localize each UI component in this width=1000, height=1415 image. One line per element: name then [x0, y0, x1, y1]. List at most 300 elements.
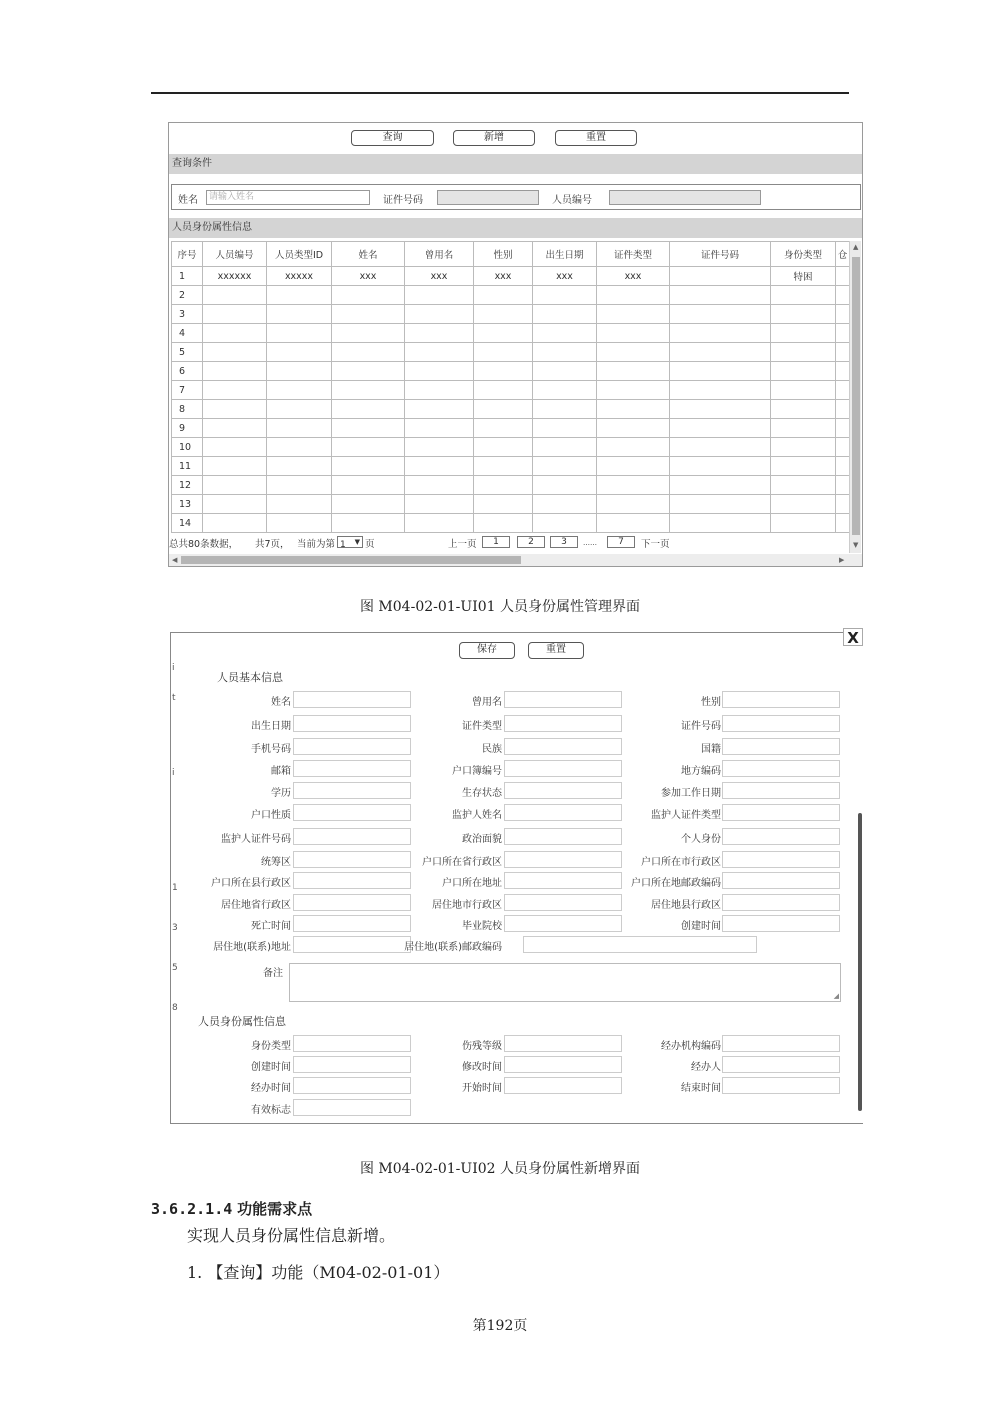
- table-cell: [836, 400, 850, 419]
- table-cell: [771, 457, 836, 476]
- table-cell: xxx: [597, 267, 670, 286]
- field-input[interactable]: [722, 915, 840, 932]
- table-cell: [597, 324, 670, 343]
- table-cell: [533, 400, 597, 419]
- table-cell: [267, 514, 332, 533]
- table-cell: [405, 514, 474, 533]
- table-cell: [203, 286, 267, 305]
- table-cell: [670, 324, 771, 343]
- field-label: 邮箱: [271, 766, 291, 777]
- table-cell: [474, 495, 533, 514]
- column-header[interactable]: 曾用名: [405, 242, 474, 267]
- table-cell: [332, 286, 405, 305]
- row-number: 12: [172, 476, 203, 495]
- table-row[interactable]: [172, 495, 850, 514]
- table-cell: [405, 381, 474, 400]
- row-number: 5: [172, 343, 203, 362]
- scroll-left-icon[interactable]: ◀: [172, 556, 178, 564]
- table-cell: [670, 381, 771, 400]
- table-horizontal-scrollbar[interactable]: [169, 554, 862, 566]
- table-cell: [597, 514, 670, 533]
- table-cell: [771, 495, 836, 514]
- table-cell: [332, 419, 405, 438]
- table-cell: [267, 438, 332, 457]
- field-input[interactable]: [504, 872, 622, 889]
- table-cell: [203, 457, 267, 476]
- field-label: 居住地(联系)邮政编码: [404, 942, 502, 953]
- edge-fragment: i: [172, 768, 175, 778]
- field-input[interactable]: [504, 894, 622, 911]
- table-cell: [836, 343, 850, 362]
- field-label: 毕业院校: [462, 921, 502, 932]
- table-cell: [474, 476, 533, 495]
- row-number: 14: [172, 514, 203, 533]
- table-cell: [203, 476, 267, 495]
- table-cell: [267, 362, 332, 381]
- table-cell: [533, 343, 597, 362]
- table-row[interactable]: [172, 286, 850, 305]
- table-cell: [836, 476, 850, 495]
- page-select[interactable]: [337, 536, 363, 548]
- table-cell: [405, 419, 474, 438]
- table-cell: [332, 514, 405, 533]
- row-number: 7: [172, 381, 203, 400]
- table-cell: xxx: [474, 267, 533, 286]
- table-cell: [771, 476, 836, 495]
- table-cell: [533, 324, 597, 343]
- table-cell: [203, 438, 267, 457]
- section-number: 3.6.2.1.4: [151, 1200, 233, 1218]
- field-label: 修改时间: [462, 1062, 502, 1073]
- field-input[interactable]: [722, 738, 840, 755]
- field-input[interactable]: [722, 894, 840, 911]
- field-label: 居住地市行政区: [432, 900, 502, 911]
- table-cell: [267, 457, 332, 476]
- table-cell: [597, 495, 670, 514]
- table-cell: [597, 457, 670, 476]
- edge-fragment: t: [172, 693, 176, 703]
- table-cell: [836, 514, 850, 533]
- table-cell: [597, 286, 670, 305]
- table-row[interactable]: [172, 419, 850, 438]
- table-cell: [670, 343, 771, 362]
- next-page-link[interactable]: 下一页: [641, 539, 670, 550]
- table-cell: [533, 514, 597, 533]
- table-cell: [836, 267, 850, 286]
- page-footer: 第192页: [472, 1318, 528, 1334]
- table-cell: [670, 476, 771, 495]
- field-label: 居住地省行政区: [221, 900, 291, 911]
- table-cell: [533, 438, 597, 457]
- table-cell: [670, 514, 771, 533]
- table-row[interactable]: [172, 438, 850, 457]
- column-header[interactable]: 人员类型ID: [267, 242, 332, 267]
- table-cell: [670, 495, 771, 514]
- remark-textarea[interactable]: [289, 963, 841, 1002]
- table-cell: [670, 267, 771, 286]
- table-cell: [405, 286, 474, 305]
- section-heading: [151, 1198, 312, 1219]
- table-cell: xxxxxx: [203, 267, 267, 286]
- table-cell: [203, 514, 267, 533]
- row-number: 2: [172, 286, 203, 305]
- row-number: 10: [172, 438, 203, 457]
- table-cell: [533, 457, 597, 476]
- table-cell: [474, 324, 533, 343]
- column-header[interactable]: 性别: [474, 242, 533, 267]
- table-cell: [203, 362, 267, 381]
- field-input[interactable]: [293, 1099, 411, 1116]
- field-input[interactable]: [722, 804, 840, 821]
- table-cell: [670, 305, 771, 324]
- table-row[interactable]: [172, 267, 850, 286]
- dropdown-arrow-icon: ▼: [354, 538, 360, 546]
- table-cell: [670, 400, 771, 419]
- page-7-button[interactable]: 7: [607, 536, 635, 548]
- field-label: 学历: [271, 788, 291, 799]
- table-cell: [332, 457, 405, 476]
- prev-page-link[interactable]: 上一页: [448, 539, 477, 550]
- field-label: 户口簿编号: [452, 766, 502, 777]
- field-label: 创建时间: [251, 1062, 291, 1073]
- scrollbar-thumb[interactable]: [852, 257, 860, 535]
- table-cell: [597, 438, 670, 457]
- field-input[interactable]: [504, 691, 622, 708]
- table-cell: [533, 305, 597, 324]
- field-input[interactable]: [504, 828, 622, 845]
- column-header[interactable]: 身份类型: [771, 242, 836, 267]
- table-section-header: 人员身份属性信息: [169, 218, 862, 238]
- field-label: 户口所在地址: [442, 878, 502, 889]
- table-cell: [203, 419, 267, 438]
- field-input[interactable]: [722, 691, 840, 708]
- table-cell: [771, 438, 836, 457]
- table-cell: [405, 305, 474, 324]
- field-input[interactable]: [722, 1035, 840, 1052]
- field-input[interactable]: [504, 738, 622, 755]
- table-cell: [533, 381, 597, 400]
- field-input[interactable]: [722, 760, 840, 777]
- column-header[interactable]: 人员编号: [203, 242, 267, 267]
- table-cell: [405, 400, 474, 419]
- table-cell: [474, 514, 533, 533]
- field-label: 监护人姓名: [452, 810, 502, 821]
- field-label: 地方编码: [681, 766, 721, 777]
- field-label: 国籍: [701, 744, 721, 755]
- form-scrollbar[interactable]: [858, 813, 862, 1111]
- field-input[interactable]: [722, 851, 840, 868]
- field-label: 身份类型: [251, 1041, 291, 1052]
- current-page-prefix: 当前为第: [297, 539, 336, 550]
- table-cell: [267, 495, 332, 514]
- table-cell: [597, 476, 670, 495]
- figure2-caption: 图 M04-02-01-UI02 人员身份属性新增界面: [359, 1161, 640, 1177]
- field-label: 开始时间: [462, 1083, 502, 1094]
- table-cell: [267, 381, 332, 400]
- figure-management-ui: [168, 122, 863, 567]
- page-count: 共7页，: [255, 539, 290, 550]
- attr-info-title: 人员身份属性信息: [198, 1015, 286, 1028]
- resize-handle-icon[interactable]: ◢: [833, 992, 839, 1000]
- table-cell: [597, 400, 670, 419]
- table-vertical-scrollbar[interactable]: [849, 241, 861, 553]
- person-table: [171, 241, 850, 533]
- table-cell: [332, 400, 405, 419]
- table-cell: [267, 476, 332, 495]
- table-cell: [474, 343, 533, 362]
- table-cell: [267, 305, 332, 324]
- column-header[interactable]: 序号: [172, 242, 203, 267]
- table-cell: [267, 343, 332, 362]
- table-cell: [405, 476, 474, 495]
- row-number: 1: [172, 267, 203, 286]
- query-section-header: 查询条件: [169, 154, 862, 174]
- field-label: 居住地(联系)地址: [213, 942, 291, 953]
- table-cell: [597, 343, 670, 362]
- name-input[interactable]: 请输入姓名: [206, 190, 370, 205]
- field-label: 户口所在市行政区: [641, 857, 721, 868]
- table-cell: [597, 381, 670, 400]
- table-cell: [771, 514, 836, 533]
- table-cell: [332, 362, 405, 381]
- page-2-button[interactable]: 2: [517, 536, 545, 548]
- table-cell: [332, 495, 405, 514]
- table-cell: [836, 324, 850, 343]
- table-row[interactable]: [172, 457, 850, 476]
- query-bar: [171, 184, 861, 210]
- field-input[interactable]: [722, 1056, 840, 1073]
- table-cell: [771, 362, 836, 381]
- query-button[interactable]: 查询: [351, 130, 434, 146]
- table-cell: [203, 305, 267, 324]
- table-cell: [533, 476, 597, 495]
- column-header[interactable]: 证件号码: [670, 242, 771, 267]
- table-row[interactable]: [172, 514, 850, 533]
- field-label: 结束时间: [681, 1083, 721, 1094]
- table-cell: [267, 400, 332, 419]
- row-number: 9: [172, 419, 203, 438]
- field-label: 出生日期: [251, 721, 291, 732]
- column-header[interactable]: 仓: [836, 242, 850, 267]
- field-input[interactable]: [722, 715, 840, 732]
- field-label: 伤残等级: [462, 1041, 502, 1052]
- section-title: 功能需求点: [237, 1200, 313, 1218]
- field-input[interactable]: [722, 782, 840, 799]
- table-cell: [332, 476, 405, 495]
- table-cell: [474, 381, 533, 400]
- field-label: 政治面貌: [462, 834, 502, 845]
- field-input[interactable]: [504, 804, 622, 821]
- field-input[interactable]: [523, 936, 757, 953]
- figure-add-form-ui: [170, 632, 863, 1124]
- row-number: 11: [172, 457, 203, 476]
- column-header[interactable]: 证件类型: [597, 242, 670, 267]
- table-cell: [670, 438, 771, 457]
- table-cell: [771, 343, 836, 362]
- table-cell: [533, 286, 597, 305]
- table-cell: [474, 438, 533, 457]
- table-cell: [533, 362, 597, 381]
- row-number: 13: [172, 495, 203, 514]
- table-cell: [836, 495, 850, 514]
- reset-button[interactable]: 重置: [555, 130, 637, 146]
- basic-info-title: 人员基本信息: [217, 671, 283, 684]
- table-cell: [836, 419, 850, 438]
- field-input[interactable]: [504, 1035, 622, 1052]
- table-cell: [203, 324, 267, 343]
- save-button[interactable]: 保存: [459, 642, 515, 659]
- table-row[interactable]: [172, 400, 850, 419]
- field-label: 监护人证件类型: [651, 810, 721, 821]
- field-label: 统筹区: [261, 857, 291, 868]
- row-number: 4: [172, 324, 203, 343]
- person-no-input[interactable]: [609, 190, 761, 205]
- field-label: 居住地县行政区: [651, 900, 721, 911]
- table-cell: xxx: [533, 267, 597, 286]
- field-label: 经办时间: [251, 1083, 291, 1094]
- table-cell: [474, 457, 533, 476]
- field-input[interactable]: [504, 715, 622, 732]
- close-icon[interactable]: X: [843, 628, 863, 646]
- table-row[interactable]: [172, 324, 850, 343]
- table-cell: [474, 305, 533, 324]
- add-button[interactable]: 新增: [453, 130, 535, 146]
- table-cell: [771, 286, 836, 305]
- edge-fragment: 8: [172, 1003, 178, 1013]
- table-cell: [405, 343, 474, 362]
- name-label: 姓名: [178, 195, 198, 206]
- table-cell: [203, 495, 267, 514]
- table-cell: xxx: [405, 267, 474, 286]
- table-cell: [771, 381, 836, 400]
- table-cell: [771, 305, 836, 324]
- field-input[interactable]: [504, 851, 622, 868]
- field-label: 创建时间: [681, 921, 721, 932]
- table-cell: [474, 400, 533, 419]
- edge-fragment: 5: [172, 963, 178, 973]
- header-rule: [151, 92, 849, 94]
- table-cell: [836, 438, 850, 457]
- field-input[interactable]: [722, 872, 840, 889]
- table-cell: [597, 419, 670, 438]
- table-cell: [670, 419, 771, 438]
- field-input[interactable]: [722, 1077, 840, 1094]
- table-cell: [771, 324, 836, 343]
- row-number: 6: [172, 362, 203, 381]
- table-cell: [771, 419, 836, 438]
- table-cell: [203, 381, 267, 400]
- table-cell: [267, 324, 332, 343]
- page-3-button[interactable]: 3: [550, 536, 578, 548]
- table-cell: [332, 324, 405, 343]
- id-number-input[interactable]: [437, 190, 539, 205]
- column-header[interactable]: 姓名: [332, 242, 405, 267]
- table-header-row: [172, 242, 850, 267]
- field-input[interactable]: [504, 782, 622, 799]
- field-input[interactable]: [722, 828, 840, 845]
- table-cell: [474, 362, 533, 381]
- table-cell: [267, 419, 332, 438]
- page-1-button[interactable]: 1: [482, 536, 510, 548]
- table-cell: [405, 457, 474, 476]
- remark-label: 备注: [263, 968, 283, 979]
- table-cell: [670, 286, 771, 305]
- column-header[interactable]: 出生日期: [533, 242, 597, 267]
- list-item: 1. 【查询】功能（M04-02-01-01）: [187, 1263, 450, 1282]
- hscroll-thumb[interactable]: [181, 556, 521, 564]
- scroll-right-icon[interactable]: ▶: [839, 556, 845, 564]
- field-input[interactable]: [504, 915, 622, 932]
- field-input[interactable]: [504, 1056, 622, 1073]
- field-label: 有效标志: [251, 1105, 291, 1116]
- figure1-caption: 图 M04-02-01-UI01 人员身份属性管理界面: [359, 599, 640, 615]
- form-reset-button[interactable]: 重置: [528, 642, 584, 659]
- edge-fragment: i: [172, 663, 175, 673]
- table-cell: [670, 362, 771, 381]
- table-cell: xxx: [332, 267, 405, 286]
- table-cell: [670, 457, 771, 476]
- field-label: 户口性质: [251, 810, 291, 821]
- paragraph: 实现人员身份属性信息新增。: [187, 1226, 396, 1245]
- current-page-suffix: 页: [365, 539, 375, 550]
- field-label: 生存状态: [462, 788, 502, 799]
- field-label: 证件号码: [681, 721, 721, 732]
- table-row[interactable]: [172, 381, 850, 400]
- field-label: 经办机构编码: [661, 1041, 721, 1052]
- scroll-down-icon[interactable]: ▼: [853, 541, 859, 549]
- table-row[interactable]: [172, 362, 850, 381]
- field-label: 民族: [482, 744, 502, 755]
- field-label: 个人身份: [681, 834, 721, 845]
- page-select-value: 1: [340, 540, 346, 550]
- table-cell: [332, 343, 405, 362]
- field-label: 死亡时间: [251, 921, 291, 932]
- table-cell: [332, 438, 405, 457]
- table-cell: [203, 400, 267, 419]
- field-label: 参加工作日期: [661, 788, 721, 799]
- row-number: 3: [172, 305, 203, 324]
- field-label: 性别: [701, 697, 721, 708]
- field-label: 监护人证件号码: [221, 834, 291, 845]
- field-input[interactable]: [504, 1077, 622, 1094]
- table-cell: [405, 362, 474, 381]
- total-count: 总共80条数据，: [169, 539, 239, 550]
- table-cell: [836, 305, 850, 324]
- field-label: 户口所在地邮政编码: [631, 878, 721, 889]
- table-cell: [836, 381, 850, 400]
- table-cell: [405, 438, 474, 457]
- table-cell: [267, 286, 332, 305]
- page-ellipsis: ……: [583, 539, 597, 547]
- table-cell: [533, 495, 597, 514]
- table-cell: [332, 305, 405, 324]
- edge-fragment: 3: [172, 923, 178, 933]
- field-label: 证件类型: [462, 721, 502, 732]
- table-cell: [836, 286, 850, 305]
- table-row[interactable]: [172, 476, 850, 495]
- table-cell: [203, 343, 267, 362]
- table-cell: [836, 457, 850, 476]
- field-input[interactable]: [504, 760, 622, 777]
- person-no-label: 人员编号: [552, 195, 592, 206]
- table-cell: [597, 362, 670, 381]
- field-label: 姓名: [271, 697, 291, 708]
- table-row[interactable]: [172, 305, 850, 324]
- table-row[interactable]: [172, 343, 850, 362]
- scroll-up-icon[interactable]: ▲: [853, 243, 859, 251]
- table-cell: [771, 400, 836, 419]
- table-cell: [533, 419, 597, 438]
